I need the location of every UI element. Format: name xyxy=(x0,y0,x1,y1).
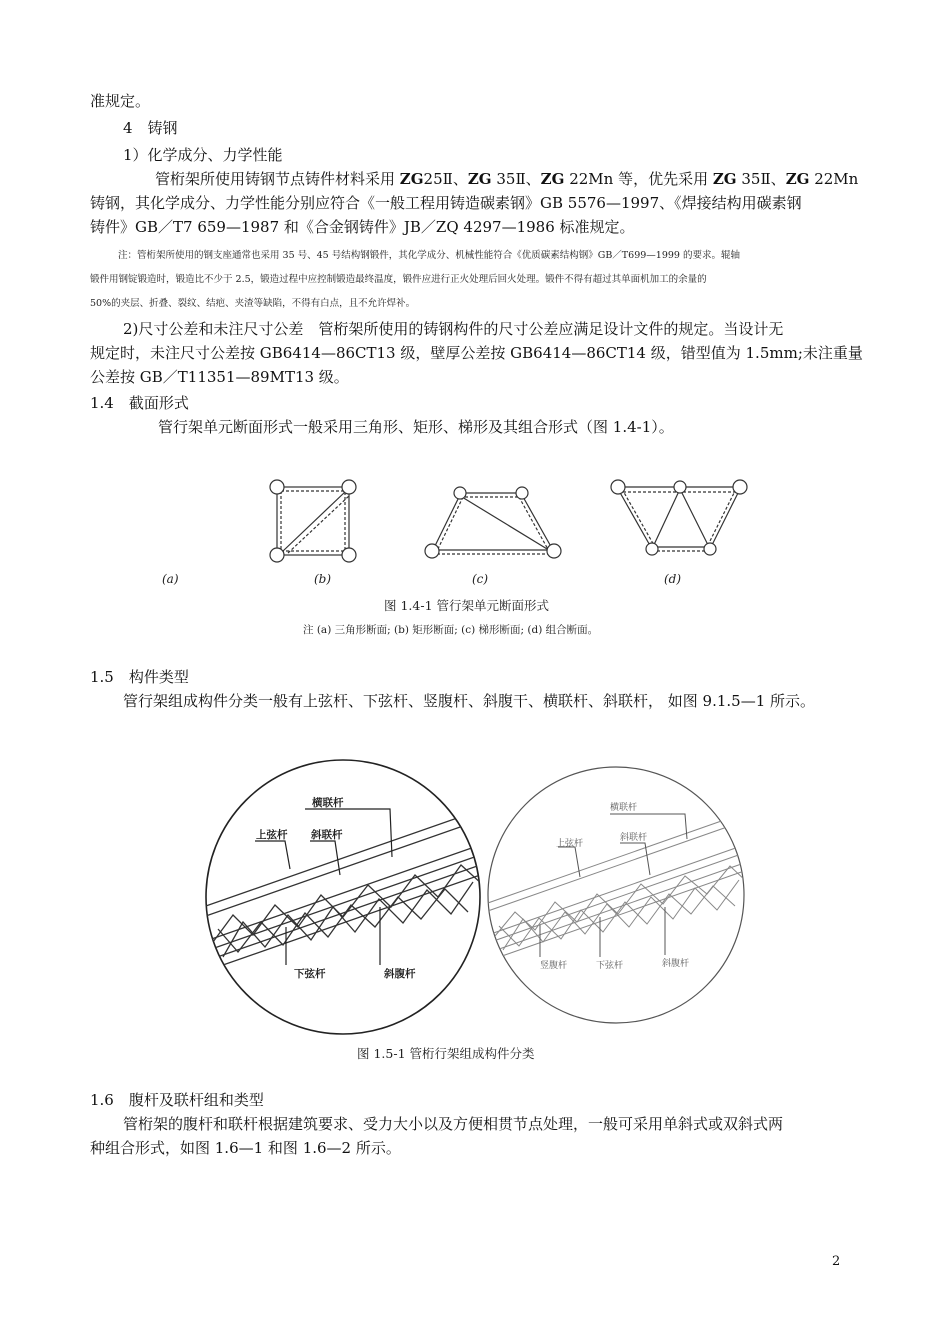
section-heading: 1.6 腹杆及联杆组和类型 xyxy=(90,1091,264,1109)
truss-label: 竖腹杆 xyxy=(540,961,568,971)
text-line: 准规定。 xyxy=(90,92,151,110)
section-heading: 1.4 截面形式 xyxy=(90,394,189,412)
text-line: 管行架组成构件分类一般有上弦杆、下弦杆、竖腹杆、斜腹干、横联杆、斜联杆， 如图 9.1.5—1 所示。 xyxy=(123,692,816,710)
note-line: 50%的夹层、折叠、裂纹、结疤、夹渣等缺陷，不得有白点，且不允许焊补。 xyxy=(90,298,416,309)
text-line: 公差按 GB／T11351—89MT13 级。 xyxy=(90,368,349,386)
truss-label: 横联杆 xyxy=(610,803,638,813)
text-line: 铸钢，其化学成分、力学性能分别应符合《一般工程用铸造碳素钢》GB 5576—1997、《焊接结构用碳素钢 xyxy=(90,194,802,212)
figure-1-4-1 xyxy=(0,475,950,615)
text-line: 2)尺寸公差和未注尺寸公差 管桁架所使用的铸钢构件的尺寸公差应满足设计文件的规定。当设计无 xyxy=(123,320,784,338)
figure-note: 注 (a) 三角形断面; (b) 矩形断面; (c) 梯形断面; (d) 组合断面。 xyxy=(303,624,599,636)
truss-label: 下弦杆 xyxy=(294,968,326,980)
truss-label: 下弦杆 xyxy=(596,961,624,971)
note-line: 注：管桁架所使用的钢支座通常也采用 35 号、45 号结构钢锻件，其化学成分、机械性能符合《优质碳素结构钢》GB／T699—1999 的要求。辊轴 xyxy=(118,250,740,261)
section-heading: 1.5 构件类型 xyxy=(90,668,189,686)
truss-label: 斜联杆 xyxy=(620,833,648,843)
truss-label: 斜腹杆 xyxy=(384,968,416,980)
text-line: 管行架单元断面形式一般采用三角形、矩形、梯形及其组合形式（图 1.4-1）。 xyxy=(158,418,674,436)
text-line: 种组合形式，如图 1.6—1 和图 1.6—2 所示。 xyxy=(90,1139,401,1157)
truss-label: 上弦杆 xyxy=(256,829,288,841)
text-line: 规定时，未注尺寸公差按 GB6414—86CT13 级，壁厚公差按 GB6414—86CT14 级，错型值为 1.5mm;未注重量 xyxy=(90,344,863,362)
figure-label-c: (c) xyxy=(472,572,489,586)
figure-caption: 图 1.4-1 管行架单元断面形式 xyxy=(384,598,550,613)
figure-caption: 图 1.5-1 管桁行架组成构件分类 xyxy=(357,1046,535,1061)
figure-1-5-1-leaders xyxy=(0,757,950,1057)
truss-label: 横联杆 xyxy=(312,797,344,809)
truss-label: 上弦杆 xyxy=(556,839,584,849)
text-line: 管桁架所使用铸钢节点铸件材料采用 ZG25Ⅱ、ZG 35Ⅱ、ZG 22Mn 等，优先采用 ZG 35Ⅱ、ZG 22Mn xyxy=(155,170,859,188)
figure-label-a: (a) xyxy=(162,572,179,586)
truss-label: 斜腹杆 xyxy=(662,959,690,969)
figure-label-d: (d) xyxy=(664,572,682,586)
text-line: 铸件》GB／T7 659—1987 和《合金钢铸件》JB／ZQ 4297—1986 标准规定。 xyxy=(90,218,635,236)
figure-label-b: (b) xyxy=(314,572,332,586)
section-heading: 4 铸钢 xyxy=(123,119,178,137)
note-line: 锻件用钢锭锻造时，锻造比不少于 2.5，锻造过程中应控制锻造最终温度，锻件应进行正火处理后回火处理。锻件不得有超过其单面机加工的余量的 xyxy=(90,274,707,285)
page-number: 2 xyxy=(832,1254,841,1269)
truss-label: 斜联杆 xyxy=(311,829,343,841)
subsection-heading: 1）化学成分、力学性能 xyxy=(123,146,283,164)
text-line: 管桁架的腹杆和联杆根据建筑要求、受力大小以及方便相贯节点处理，一般可采用单斜式或双斜式两 xyxy=(123,1115,784,1133)
